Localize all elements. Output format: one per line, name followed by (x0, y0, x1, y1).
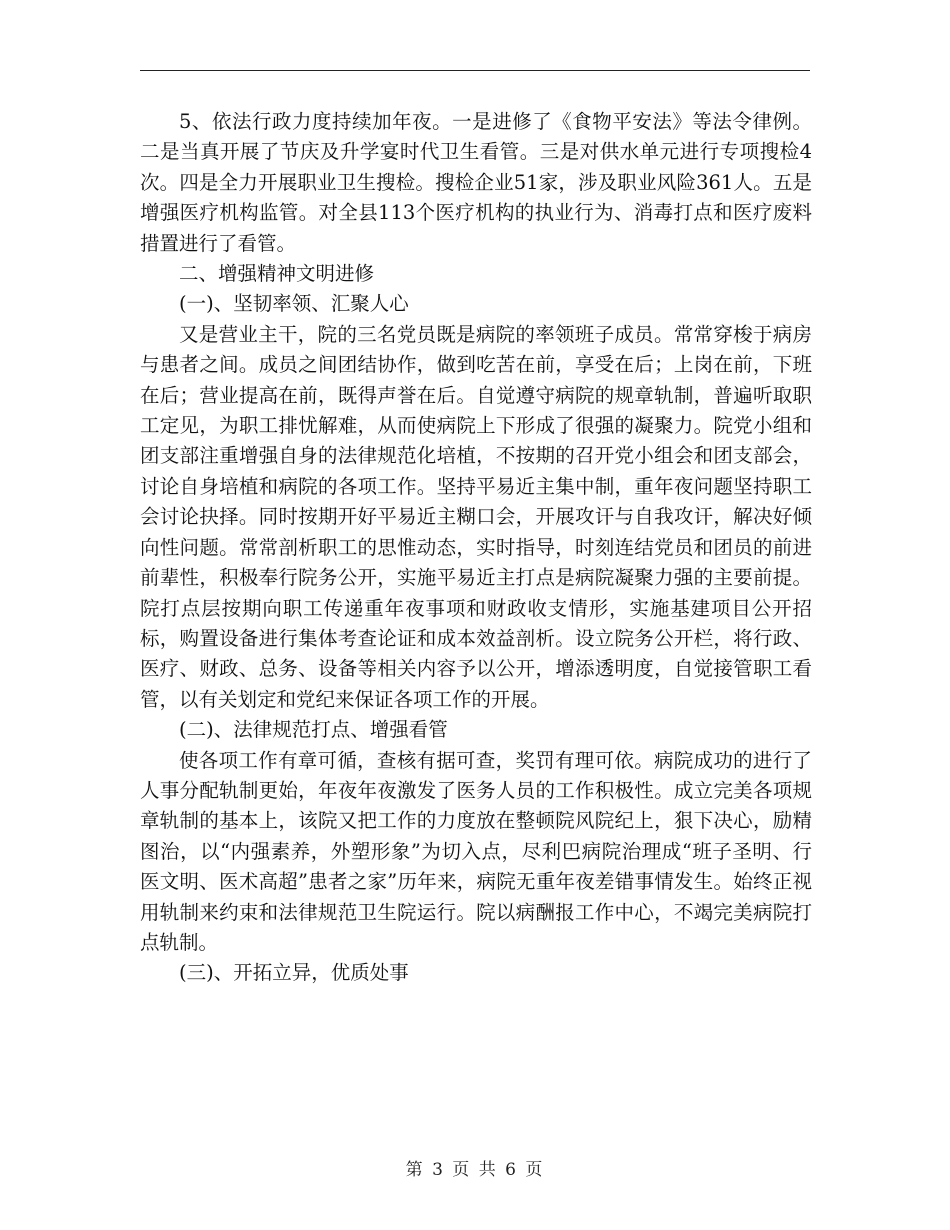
subheading-leadership: (一)、坚韧率领、汇聚人心 (179, 292, 409, 316)
subheading-innovation: (三)、开拓立异，优质处事 (179, 961, 409, 985)
document-body (140, 107, 812, 989)
header-rule (140, 70, 810, 71)
page-number: 第 3 页 共 6 页 (405, 1160, 545, 1180)
paragraph-law-enforcement: 5、依法行政力度持续加年夜。一是进修了《食物平安法》等法令律例。二是当真开展了节庆及升学宴时代卫生看管。三是对供水单元进行专项搜检4次。四是全力开展职业卫生搜检。搜检企业51家，涉及职业风险361人。五是增强医疗机构监管。对全县113个医疗机构的执业行为、消毒打点和医疗废料措置进行了看管。 (140, 110, 812, 255)
subheading-regulation: (二)、法律规范打点、增强看管 (179, 718, 448, 742)
paragraph-leadership: 又是营业主干，院的三名党员既是病院的率领班子成员。常常穿梭于病房与患者之间。成员之间团结协作，做到吃苦在前，享受在后；上岗在前，下班在后；营业提高在前，既得声誉在后。自觉遵守病院的规章轨制，普遍听取职工定见，为职工排忧解难，从而使病院上下形成了很强的凝聚力。院党小组和团支部注重增强自身的法律规范化培植，不按期的召开党小组会和团支部会，讨论自身培植和病院的各项工作。坚持平易近主集中制，重年夜问题坚持职工会讨论抉择。同时按期开好平易近主糊口会，开展攻讦与自我攻讦，解决好倾向性问题。常常剖析职工的思惟动态，实时指导，时刻连结党员和团员的前进前辈性，积极奉行院务公开，实施平易近主打点是病院凝聚力强的主要前提。院打点层按期向职工传递重年夜事项和财政收支情形，实施基建项目公开招标，购置设备进行集体考查论证和成本效益剖析。设立院务公开栏，将行政、医疗、财政、总务、设备等相关内容予以公开，增添透明度，自觉接管职工看管，以有关划定和党纪来保证各项工作的开展。 (140, 322, 812, 711)
section-heading-spiritual-civilization: 二、增强精神文明进修 (179, 262, 375, 286)
paragraph-regulation: 使各项工作有章可循，查核有据可查，奖罚有理可依。病院成功的进行了人事分配轨制更始，年夜年夜激发了医务人员的工作积极性。成立完美各项规章轨制的基本上，该院又把工作的力度放在整顿院风院纪上，狠下决心，励精图治，以“内强素养，外塑形象”为切入点，尽利巴病院治理成“班子圣明、行医文明、医术高超”患者之家”历年来，病院无重年夜差错事情发生。始终正视用轨制来约束和法律规范卫生院运行。院以病酬报工作中心，不竭完美病院打点轨制。 (140, 748, 812, 954)
